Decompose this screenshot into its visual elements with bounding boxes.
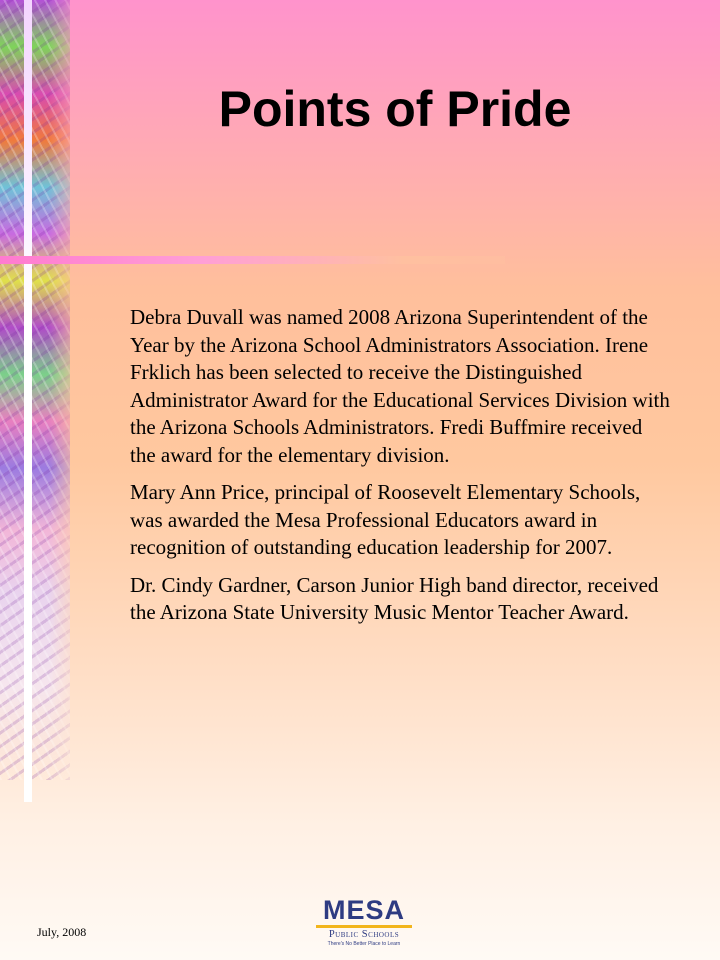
paragraph-price: Mary Ann Price, principal of Roosevelt Elementary Schools, was awarded the Mesa Professional Educators award in recognition of outstanding education leadership for 2007. bbox=[130, 480, 641, 559]
logo-tagline: There's No Better Place to Learn bbox=[327, 941, 401, 947]
paragraph-duvall: Debra Duvall was named 2008 Arizona Superintendent of the Year by the Arizona School Administrators Association. Irene Frklich has been selected to receive the Distinguished Administrator Award for the Educational Services Division with the Arizona Schools Administrators. Fredi Buffmire received the award for the elementary division. bbox=[130, 305, 670, 467]
slide-body bbox=[130, 304, 670, 637]
logo-subtitle: Public Schools bbox=[328, 929, 400, 940]
logo-wordmark: MESA bbox=[322, 895, 405, 925]
footer-date: July, 2008 bbox=[37, 925, 87, 939]
slide-title: Points of Pride bbox=[218, 81, 572, 137]
horizontal-accent-line bbox=[0, 256, 505, 264]
mesa-public-schools-logo bbox=[308, 897, 420, 947]
paragraph-gardner: Dr. Cindy Gardner, Carson Junior High band director, received the Arizona State University Music Mentor Teacher Award. bbox=[130, 572, 659, 624]
logo-gold-bar bbox=[316, 925, 412, 928]
